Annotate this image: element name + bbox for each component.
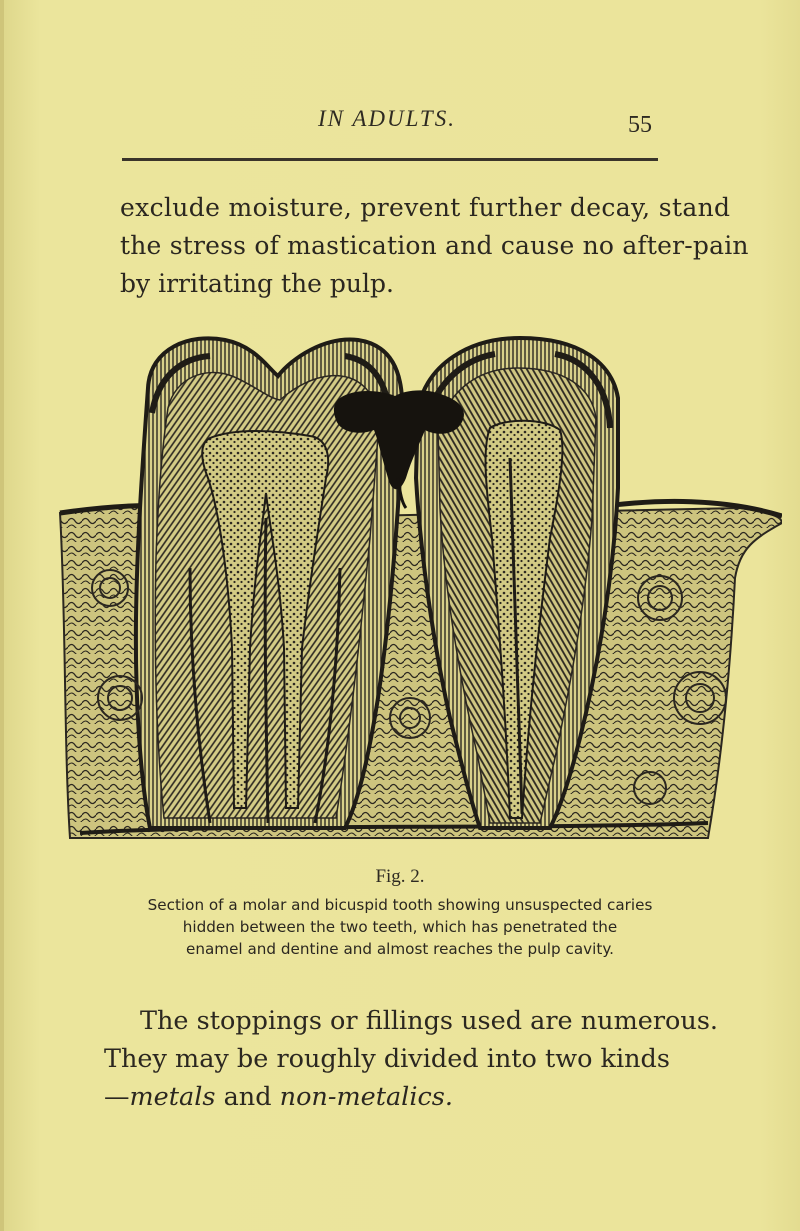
figure-caption: [0, 894, 800, 960]
figure-label: Fig. 2.: [375, 866, 425, 887]
running-head: IN ADULTS.: [318, 106, 456, 131]
italic-term-non-metalics: non-metalics.: [279, 1082, 453, 1112]
text-line: exclude moisture, prevent further decay, stand: [120, 193, 731, 222]
text-line: The stoppings or fillings used are numerous.: [140, 1006, 719, 1036]
tooth-section-illustration: [40, 318, 782, 858]
caption-line: hidden between the two teeth, which has penetrated the: [182, 918, 618, 936]
text-line: [104, 1078, 718, 1116]
page-edge: [0, 0, 4, 1231]
text-line: by irritating the pulp.: [120, 269, 394, 298]
text-line: They may be roughly divided into two kinds: [104, 1044, 670, 1074]
connector-text: and: [215, 1082, 280, 1112]
italic-term-metals: metals: [129, 1082, 216, 1112]
page-number: 55: [628, 112, 652, 138]
text-line: the stress of mastication and cause no after-pain: [120, 231, 749, 260]
caption-line: enamel and dentine and almost reaches the pulp cavity.: [186, 940, 614, 958]
caption-line: Section of a molar and bicuspid tooth showing unsuspected caries: [147, 896, 653, 914]
paragraph-top: [120, 189, 749, 303]
em-dash: —: [104, 1082, 130, 1112]
header-rule: [122, 158, 658, 161]
paragraph-bottom: [104, 1002, 718, 1116]
